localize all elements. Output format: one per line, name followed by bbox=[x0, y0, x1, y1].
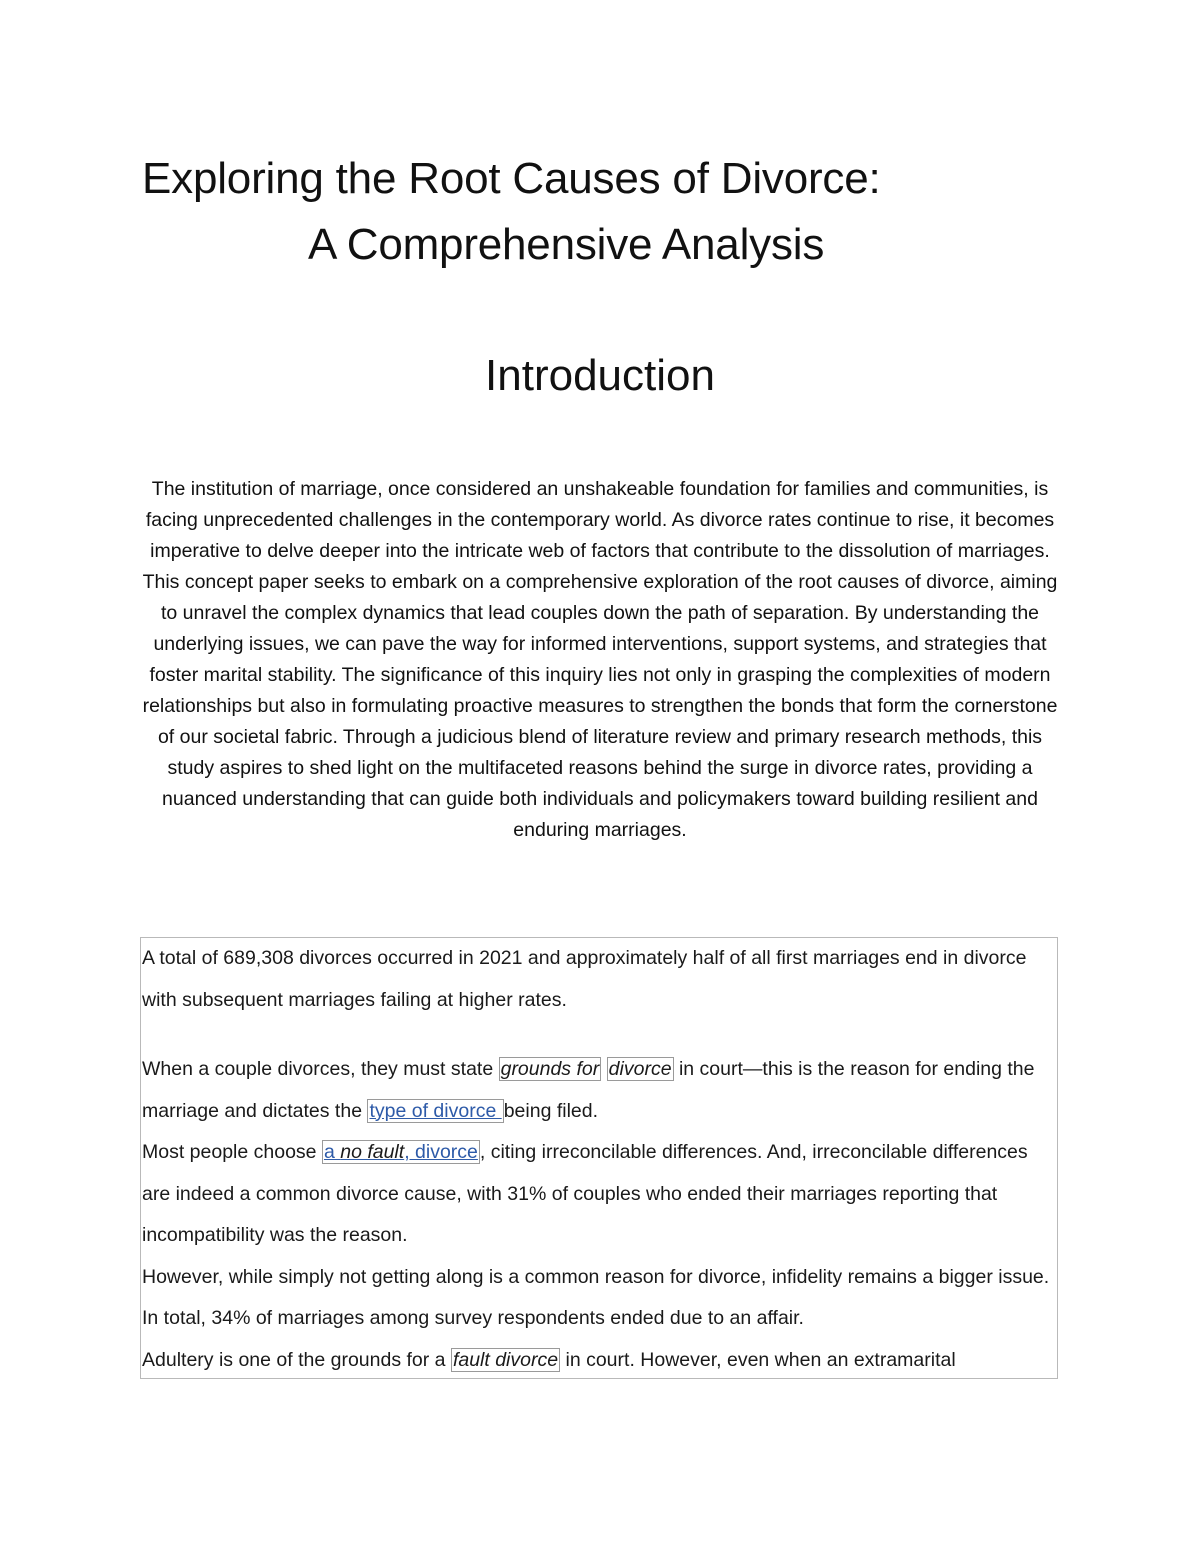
document-title-line-1: Exploring the Root Causes of Divorce: bbox=[142, 154, 881, 203]
p5-text-after: in court. However, even when an extramarital bbox=[560, 1348, 956, 1371]
p2-text-before: When a couple divorces, they must state bbox=[142, 1058, 499, 1080]
p3-text-before: Most people choose bbox=[142, 1141, 322, 1163]
stats-paragraph-4: However, while simply not getting along is a common reason for divorce, infidelity remains a bigger issue. In total, 34% of marriages among survey respondents ended due to an affair. bbox=[142, 1265, 1050, 1329]
intro-paragraph: The institution of marriage, once considered an unshakeable foundation for families and communities, is facing unprecedented challenges in the contemporary world. As divorce rates continue to rise, it becomes imperative to delve deeper into the intricate web of factors that contribute to the dissolution of marriages. This concept paper seeks to embark on a comprehensive exploration of the root causes of divorce, aiming to unravel the complex dynamics that lead couples down the path of separation. By understanding the underlying issues, we can pave the way for informed interventions, support systems, and strategies that foster marital stability. The significance of this inquiry lies not only in grasping the complexities of modern relationships but also in formulating proactive measures to strengthen the bonds that form the cornerstone of our societal fabric. Through a judicious blend of literature review and primary research methods, this study aspires to shed light on the multifaceted reasons behind the surge in divorce rates, providing a nuanced understanding that can guide both individuals and policymakers toward building resilient and enduring marriages. bbox=[142, 478, 1058, 841]
stats-paragraph-5 bbox=[141, 1340, 1057, 1380]
stats-paragraph-1: A total of 689,308 divorces occurred in 2021 and approximately half of all first marriages end in divorce with subsequent marriages failing at higher rates. bbox=[142, 947, 1027, 1011]
p3-text-after: , citing irreconcilable differences. And, irreconcilable differences are indeed a common divorce cause, with 31% of couples who ended their marriages reporting that incompatibility was the reason. bbox=[142, 1141, 1028, 1246]
document-title-line-2: A Comprehensive Analysis bbox=[308, 220, 825, 269]
p5-text-before: Adultery is one of the grounds for a bbox=[142, 1348, 451, 1371]
stats-paragraph-2 bbox=[141, 1049, 1057, 1132]
statistics-text-box bbox=[140, 937, 1058, 1379]
section-heading-introduction: Introduction bbox=[485, 351, 715, 400]
p2-text-mid: in court—this is the reason for ending the marriage and dictates the bbox=[142, 1058, 1035, 1122]
p2-text-after: being filed. bbox=[503, 1099, 599, 1122]
type-of-divorce-link[interactable]: type of divorce bbox=[369, 1099, 502, 1122]
fault-divorce-term[interactable]: fault divorce bbox=[452, 1348, 559, 1371]
no-fault-link-part-a: a bbox=[323, 1141, 341, 1163]
no-fault-link-italic: no fault bbox=[340, 1141, 405, 1163]
no-fault-divorce-link[interactable] bbox=[322, 1140, 480, 1164]
stats-paragraph-3 bbox=[141, 1132, 1057, 1257]
grounds-for-term[interactable]: grounds for bbox=[500, 1058, 600, 1080]
no-fault-link-part-b: , divorce bbox=[404, 1141, 478, 1163]
divorce-term[interactable]: divorce bbox=[608, 1058, 672, 1080]
